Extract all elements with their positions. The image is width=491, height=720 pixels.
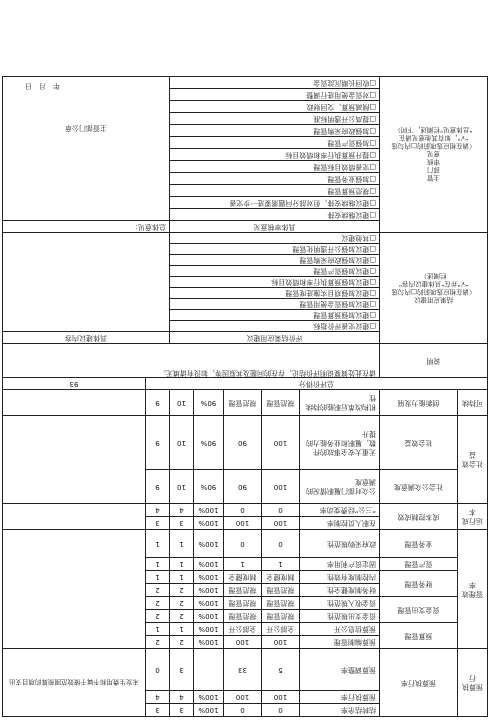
weight-cell: 100% — [194, 558, 224, 571]
dept-option[interactable]: □加强政府采购管理 — [170, 125, 380, 137]
dept-option[interactable]: □提升预算执行率和绩效目标 — [170, 149, 380, 161]
dept-label — [380, 77, 488, 233]
deduct-cell: 1 — [146, 571, 170, 584]
actual-cell: 2 — [170, 584, 194, 597]
score-cell: 90 — [224, 470, 262, 504]
dept-label-line: （请在相应选项前的□内勾选 — [391, 142, 476, 151]
deduct-cell: 1 — [146, 623, 170, 636]
level2-asset-mgmt: 资产管理 — [380, 558, 458, 571]
score-cell: 100 — [224, 691, 262, 704]
actual-cell: 1 — [170, 558, 194, 571]
suggest-label-line: “√”并在“具体建议内容” — [398, 280, 469, 288]
deduct-cell: 2 — [146, 636, 170, 649]
actual-cell: 2 — [170, 636, 194, 649]
suggest-label-line: （请在相应选项前的□内勾选 — [391, 288, 476, 296]
weight-cell: 100% — [194, 517, 224, 530]
suggest-option[interactable]: □建议加强公开透明化管理 — [170, 244, 380, 255]
level3-cell: 无重大安全事故的件数，履职和业务能力的提升 — [300, 416, 380, 470]
level3-cell: 政府采购规范性 — [300, 530, 380, 558]
dept-label-line: “√”，如有其他意见请在 — [398, 134, 469, 143]
deduct-cell: 3 — [146, 517, 170, 530]
actual-cell: 10 — [170, 390, 194, 416]
level3-cell: 内控制度有效性 — [300, 571, 380, 584]
criteria-cell: 100 — [262, 416, 300, 470]
dept-option[interactable]: □完善绩效目标管理 — [170, 161, 380, 173]
explain-label: 说明 — [380, 344, 488, 378]
level3-cell: 资金收入规范性 — [300, 597, 380, 610]
note-cell: 未发生费用和不属于绩效范围预算的项目支出 — [3, 649, 146, 717]
dim-budget-exec: 预算执行 — [458, 649, 488, 717]
dept-label-line: 主管 — [427, 174, 440, 183]
dept-option[interactable]: □建议继续安排，但对部分问题需要进一步完善 — [170, 197, 380, 209]
actual-cell: 1 — [170, 623, 194, 636]
dept-option[interactable]: □规范预算管理 — [170, 185, 380, 197]
criteria-cell: 0 — [262, 530, 300, 558]
criteria-cell: 规范管理 — [262, 584, 300, 597]
weight-cell: 100% — [194, 636, 224, 649]
dept-header-right: 总体意见： — [3, 221, 170, 233]
score-cell: 规范管理 — [224, 584, 262, 597]
deduct-cell: 2 — [146, 597, 170, 610]
suggest-option[interactable]: □建议加强项目实施进度管理 — [170, 288, 380, 299]
suggest-option[interactable]: □建议加强资产管理 — [170, 266, 380, 277]
suggest-option[interactable]: □建议加强预算执行率和绩效目标 — [170, 277, 380, 288]
suggest-content-box[interactable] — [3, 233, 170, 332]
weight-cell: 90% — [194, 390, 224, 416]
criteria-cell: 100 — [262, 636, 300, 649]
weight-cell: 100% — [194, 691, 224, 704]
suggest-option[interactable]: □建议完善评价指标 — [170, 321, 380, 332]
dept-option[interactable]: □建议继续安排 — [170, 209, 380, 221]
weight-cell: 100% — [194, 584, 224, 597]
criteria-cell: 100 — [262, 691, 300, 704]
dept-option[interactable]: □提高公开透明标准 — [170, 113, 380, 125]
weight-cell: 100% — [194, 610, 224, 623]
score-cell: 规范管理 — [224, 610, 262, 623]
suggest-label-line: 栏阐述） — [420, 272, 447, 280]
actual-cell: 2 — [170, 597, 194, 610]
dept-header-left: 具体审核意见 — [170, 221, 380, 233]
deduct-cell: 4 — [146, 504, 170, 517]
suggest-header-left: 评价结果应用建议 — [170, 332, 380, 344]
level3-cell: 在职人员控制率 — [300, 517, 380, 530]
level3-cell: 公众对部门履职情况的满意度 — [300, 470, 380, 504]
note-cell-empty — [3, 416, 146, 504]
dept-option[interactable]: □削减预算，交回财政 — [170, 101, 380, 113]
weight-cell: 100% — [194, 571, 224, 584]
criteria-cell: 规范管理 — [262, 610, 300, 623]
performance-evaluation-table — [2, 76, 488, 717]
suggest-option[interactable]: □建议加强预算管理 — [170, 310, 380, 321]
score-cell: 规范管理 — [224, 597, 262, 610]
weight-cell: 100% — [194, 504, 224, 517]
actual-cell: 3 — [170, 517, 194, 530]
level2-innovation: 创新能力发展 — [380, 390, 458, 416]
level3-cell: 固定资产利用率 — [300, 558, 380, 571]
suggest-option[interactable]: □其他建议 — [170, 233, 380, 244]
level2-budget-exec-rate: 预算执行率 — [380, 649, 458, 717]
score-cell: 90 — [224, 416, 262, 470]
dept-label-line: “总体意见”栏阐述，下同） — [394, 126, 473, 135]
deduct-cell: 2 — [146, 584, 170, 597]
actual-cell: 4 — [170, 691, 194, 704]
criteria-cell: 规范管理 — [262, 390, 300, 416]
actual-cell: 3 — [170, 649, 194, 691]
weight-cell: 100% — [194, 530, 224, 558]
score-cell: 100 — [224, 636, 262, 649]
note-cell-empty — [3, 530, 146, 649]
level2-business-mgmt: 业务管理 — [380, 530, 458, 558]
actual-cell: 2 — [170, 610, 194, 623]
dept-label-line: 部门 — [427, 166, 440, 175]
level3-cell: 预算调整率 — [300, 649, 380, 691]
score-cell: 规范管理 — [224, 390, 262, 416]
note-cell-empty — [3, 504, 146, 530]
level3-cell: 结转结余率 — [300, 704, 380, 717]
weight-cell: 90% — [194, 470, 224, 504]
actual-cell: 10 — [170, 416, 194, 470]
criteria-cell: 0 — [262, 704, 300, 717]
criteria-cell: 100 — [262, 470, 300, 504]
actual-cell: 1 — [170, 530, 194, 558]
level2-finance-mgmt: 财务管理 — [380, 571, 458, 597]
dim-management: 管理效率 — [458, 530, 488, 649]
criteria-cell: 全部公开 — [262, 623, 300, 636]
weight-cell: 100% — [194, 597, 224, 610]
dept-option[interactable]: □收回长期沉淀资金 — [170, 77, 380, 89]
score-cell: 0 — [224, 704, 262, 717]
suggest-header-right: 具体建议内容 — [3, 332, 170, 344]
dim-operating-cost: 运行成本 — [458, 504, 488, 530]
criteria-cell: 0 — [262, 504, 300, 517]
weight-cell: 100% — [194, 704, 224, 717]
score-cell: 0 — [224, 504, 262, 517]
actual-cell: 3 — [170, 704, 194, 717]
note-cell-empty — [3, 390, 146, 416]
dept-label-line: 意见 — [427, 150, 440, 159]
suggest-label — [380, 233, 488, 344]
criteria-cell: 规范管理 — [262, 597, 300, 610]
dept-seal-label: 主管部门公章 — [65, 124, 107, 132]
level2-fund-mgmt: 资金支出管理 — [380, 597, 458, 623]
total-score-label: 总评价得分 — [146, 378, 488, 390]
actual-cell: 1 — [170, 571, 194, 584]
score-cell: 1 — [224, 558, 262, 571]
level3-cell: 财务制度健全性 — [300, 584, 380, 597]
deduct-cell: 0 — [146, 649, 170, 691]
weight-cell: 90% — [194, 416, 224, 470]
score-cell: 33 — [224, 649, 262, 691]
score-cell: 制度健全 — [224, 571, 262, 584]
criteria-cell: 制度健全 — [262, 571, 300, 584]
deduct-cell: 9 — [146, 416, 170, 470]
dept-option[interactable]: □加强资产管理 — [170, 137, 380, 149]
deduct-cell: 1 — [146, 530, 170, 558]
dept-option[interactable]: □加强业务管理 — [170, 173, 380, 185]
level3-cell: 预算信息公开 — [300, 623, 380, 636]
actual-cell: 4 — [170, 504, 194, 517]
level2-satisfaction: 社会公众满意度 — [380, 470, 458, 504]
level3-cell: 机构改革后职能的持续性 — [300, 390, 380, 416]
deduct-cell: 4 — [146, 691, 170, 704]
criteria-cell: 1 — [262, 558, 300, 571]
dim-social-benefit: 社会效益 — [458, 416, 488, 504]
deduct-cell: 9 — [146, 470, 170, 504]
deduct-cell: 1 — [146, 558, 170, 571]
level3-cell: 预算执行率 — [300, 691, 380, 704]
deduct-cell: 3 — [146, 704, 170, 717]
dim-sustain: 可持续 — [458, 390, 488, 416]
suggest-option[interactable]: □建议加强政府采购管理 — [170, 255, 380, 266]
score-cell: 全部公开 — [224, 623, 262, 636]
dept-label-line: 审核 — [427, 158, 440, 167]
level3-cell: 预算编制管理 — [300, 636, 380, 649]
dept-option[interactable]: □对资金使用进行调整 — [170, 89, 380, 101]
criteria-cell: 5 — [262, 649, 300, 691]
score-cell: 100 — [224, 517, 262, 530]
score-cell: 0 — [224, 530, 262, 558]
level2-budget-mgmt: 预算管理 — [380, 623, 458, 649]
level3-cell: 资金支出规范性 — [300, 610, 380, 623]
level2-cost-control: 成本控制成效 — [380, 504, 458, 530]
suggest-label-line: 结果应用建议 — [414, 296, 453, 304]
level2-social: 社会效益 — [380, 416, 458, 470]
dept-date-label: 年 月 日 — [25, 82, 60, 90]
criteria-cell: 100 — [262, 517, 300, 530]
suggest-option[interactable]: □建议加强资金使用管理 — [170, 299, 380, 310]
dept-overall-opinion-box[interactable] — [3, 77, 170, 221]
explain-text: 请在此处简要说明评价结论、存在的问题及其原因等，如没有请填无。 — [3, 344, 380, 378]
weight-cell: 100% — [194, 623, 224, 636]
deduct-cell: 9 — [146, 390, 170, 416]
actual-cell: 10 — [170, 470, 194, 504]
level3-cell: “三公”经费变动率 — [300, 504, 380, 517]
total-score-value: 93 — [3, 378, 146, 390]
deduct-cell: 2 — [146, 610, 170, 623]
weight-cell — [194, 649, 224, 691]
